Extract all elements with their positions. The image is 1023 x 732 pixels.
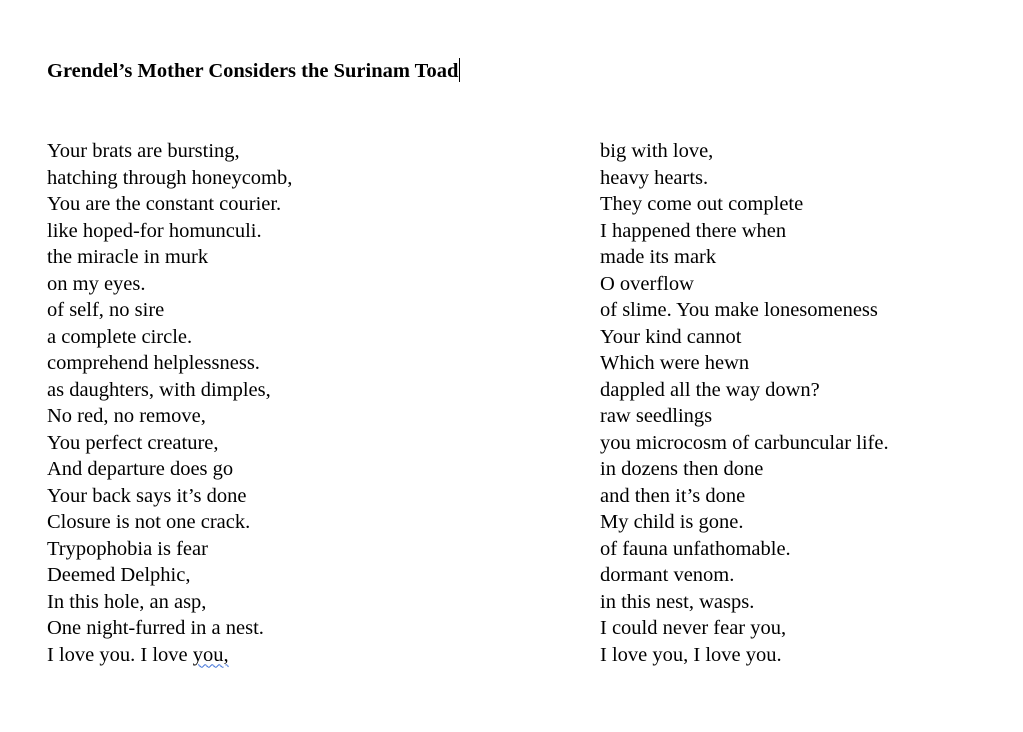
poem-line-right: in this nest, wasps. <box>600 590 755 613</box>
poem-line-left: Deemed Delphic, <box>47 564 191 586</box>
poem-line-right: and then it’s done <box>600 484 746 507</box>
poem-line-right: heavy hearts. <box>600 166 709 189</box>
poem-column-left[interactable] <box>47 138 292 668</box>
poem-line-left: the miracle in murk <box>47 246 209 268</box>
poem-line-left: One night-furred in a nest. <box>47 617 264 639</box>
poem-line-right: They come out complete <box>600 193 804 215</box>
text-cursor <box>459 58 460 82</box>
poem-title[interactable] <box>47 58 460 84</box>
poem-line-left: Your back says it’s done <box>47 484 247 507</box>
poem-line-left: Your brats are bursting, <box>47 140 240 162</box>
poem-line-right: I happened there when <box>600 219 787 242</box>
spellcheck-flagged-word[interactable]: you, <box>192 643 229 666</box>
poem-line-left: Closure is not one crack. <box>47 511 251 533</box>
poem-line-left: And departure does go <box>47 458 234 480</box>
poem-title-text: Grendel’s Mother Considers the Surinam Toad <box>47 60 459 82</box>
poem-line-left: a complete circle. <box>47 325 193 348</box>
poem-line-right: I love you, I love you. <box>600 643 782 666</box>
poem-line-right: My child is gone. <box>600 511 744 533</box>
poem-line-right: of fauna unfathomable. <box>600 537 791 560</box>
poem-line-right: Your kind cannot <box>600 325 742 348</box>
poem-line-left: comprehend helplessness. <box>47 352 260 374</box>
poem-line-right: O overflow <box>600 272 694 295</box>
poem-line-left: on my eyes. <box>47 272 146 295</box>
poem-column-right[interactable] <box>600 138 889 668</box>
poem-line-left: of self, no sire <box>47 299 165 321</box>
poem-line-left: like hoped-for homunculi. <box>47 219 262 242</box>
poem-line-left <box>47 642 292 669</box>
poem-line-left: as daughters, with dimples, <box>47 378 271 401</box>
poem-line-right: raw seedlings <box>600 405 713 427</box>
poem-line-left: In this hole, an asp, <box>47 590 207 613</box>
poem-line-left: You are the constant courier. <box>47 193 282 215</box>
poem-line-right: I could never fear you, <box>600 617 787 639</box>
poem-line-right: you microcosm of carbuncular life. <box>600 431 889 454</box>
poem-line-right: big with love, <box>600 140 714 162</box>
poem-line-right: dormant venom. <box>600 564 735 586</box>
poem-line-right: in dozens then done <box>600 458 764 480</box>
poem-line-left: Trypophobia is fear <box>47 537 208 560</box>
poem-line-left: No red, no remove, <box>47 405 206 427</box>
poem-line-right: Which were hewn <box>600 352 750 374</box>
poem-line-right: of slime. You make lonesomeness <box>600 299 878 321</box>
poem-line-left: hatching through honeycomb, <box>47 166 293 189</box>
poem-line-left: You perfect creature, <box>47 431 219 454</box>
poem-line-right: dappled all the way down? <box>600 378 820 401</box>
poem-line-right: made its mark <box>600 246 717 268</box>
poem-line-text: I love you. I love <box>47 643 193 666</box>
